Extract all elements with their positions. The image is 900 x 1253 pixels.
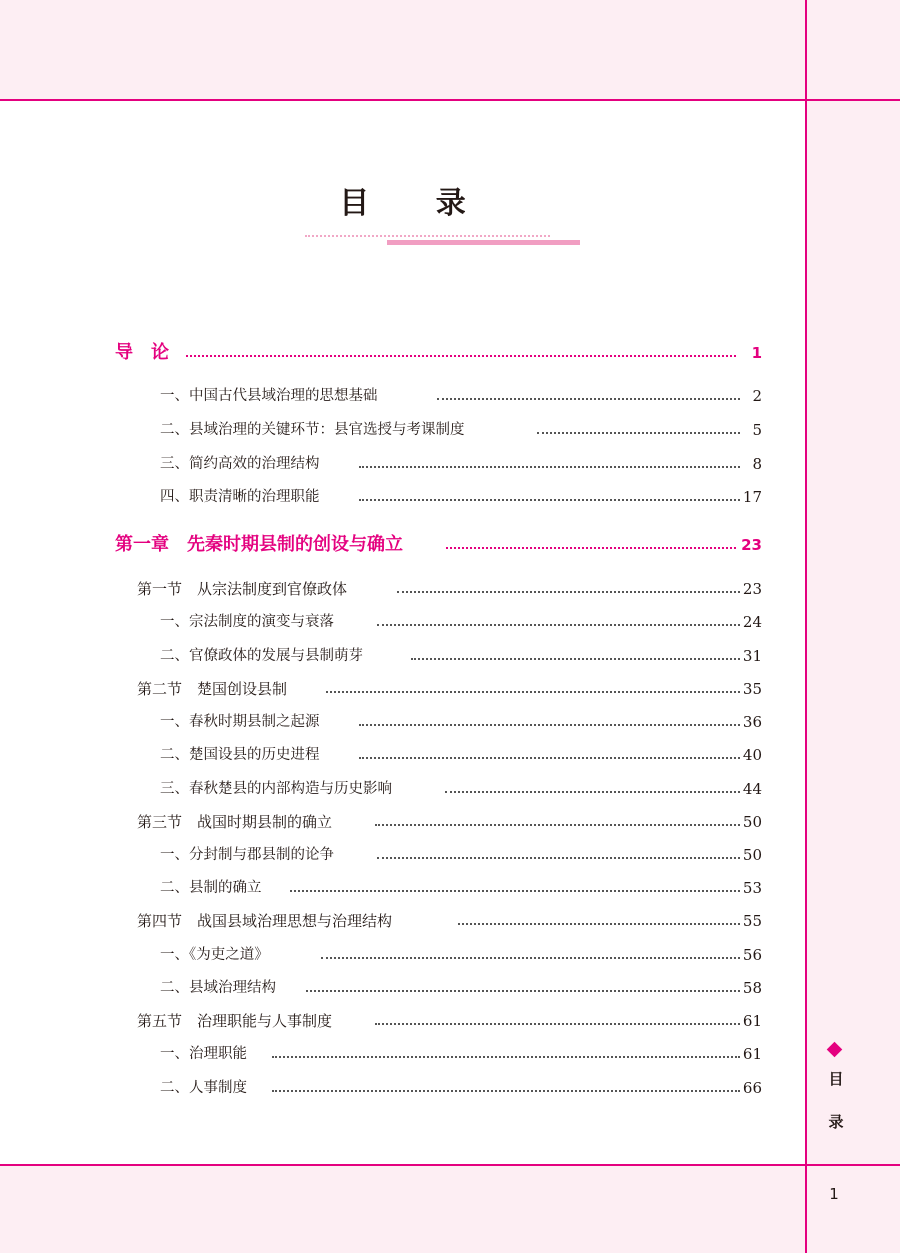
title-underline-bar (387, 240, 580, 245)
toc-entry-label: 一、中国古代县域治理的思想基础 (160, 388, 378, 404)
toc-entry-page: 56 (742, 946, 762, 964)
toc-entry[interactable] (0, 876, 805, 900)
toc-entry-label: 三、简约高效的治理结构 (160, 456, 320, 472)
toc-entry[interactable] (0, 943, 805, 967)
toc-entry-page: 50 (742, 846, 762, 864)
toc-entry-page: 36 (742, 713, 762, 731)
side-tab-char-2: 录 (828, 1113, 844, 1131)
toc-entry-page: 50 (742, 813, 762, 831)
toc-entry-page: 31 (742, 647, 762, 665)
toc-entry-label: 二、人事制度 (160, 1080, 247, 1096)
toc-leader-dots (537, 432, 740, 434)
toc-entry-label: 三、春秋楚县的内部构造与历史影响 (160, 781, 392, 797)
page-title: 目 录 (339, 186, 494, 221)
toc-entry-label: 第一章 先秦时期县制的创设与确立 (115, 534, 403, 555)
toc-entry[interactable] (0, 485, 805, 509)
toc-leader-dots (326, 691, 740, 693)
toc-entry-label: 一、《为吏之道》 (160, 947, 269, 963)
toc-entry-page: 44 (742, 780, 762, 798)
toc-entry-page: 2 (752, 387, 762, 405)
toc-entry-label: 二、县域治理的关键环节：县官选授与考课制度 (160, 422, 465, 438)
toc-entry-label: 第三节 战国时期县制的确立 (137, 813, 333, 831)
bottom-border-line (0, 1164, 900, 1166)
toc-entry-page: 58 (742, 979, 762, 997)
toc-entry-label: 第一节 从宗法制度到官僚政体 (137, 580, 348, 598)
toc-entry-page: 23 (742, 580, 762, 598)
toc-leader-dots (186, 355, 736, 357)
toc-entry-label: 导 论 (115, 342, 169, 363)
right-margin-line (805, 0, 807, 1253)
toc-entry-section[interactable] (0, 577, 805, 601)
toc-entry[interactable] (0, 743, 805, 767)
toc-entry-introduction[interactable] (0, 341, 805, 365)
toc-leader-dots (359, 466, 740, 468)
toc-entry-page: 5 (752, 421, 762, 439)
toc-entry-page: 55 (742, 912, 762, 930)
toc-entry-label: 第四节 战国县域治理思想与治理结构 (137, 912, 393, 930)
toc-leader-dots (359, 757, 740, 759)
toc-entry-label: 第二节 楚国创设县制 (137, 680, 288, 698)
toc-entry-page: 53 (742, 879, 762, 897)
top-border-line (0, 99, 900, 101)
toc-entry-section[interactable] (0, 677, 805, 701)
toc-entry[interactable] (0, 1042, 805, 1066)
toc-entry-section[interactable] (0, 909, 805, 933)
toc-leader-dots (411, 658, 740, 660)
toc-entry-label: 一、治理职能 (160, 1046, 247, 1062)
toc-leader-dots (445, 791, 740, 793)
toc-leader-dots (377, 624, 740, 626)
toc-entry-page: 66 (742, 1079, 762, 1097)
toc-entry[interactable] (0, 452, 805, 476)
toc-leader-dots (359, 499, 740, 501)
toc-entry-page: 23 (741, 536, 762, 554)
toc-entry-label: 第五节 治理职能与人事制度 (137, 1012, 333, 1030)
toc-entry-page: 61 (742, 1045, 762, 1063)
toc-leader-dots (272, 1090, 740, 1092)
toc-entry[interactable] (0, 644, 805, 668)
toc-leader-dots (437, 398, 740, 400)
page-number: 1 (829, 1185, 839, 1203)
toc-leader-dots (306, 990, 740, 992)
toc-leader-dots (377, 857, 740, 859)
toc-leader-dots (359, 724, 740, 726)
toc-entry-page: 24 (742, 613, 762, 631)
toc-entry-label: 二、官僚政体的发展与县制萌芽 (160, 648, 363, 664)
toc-leader-dots (375, 1023, 740, 1025)
toc-entry-page: 40 (742, 746, 762, 764)
side-tab-char-1: 目 (828, 1070, 844, 1088)
toc-entry[interactable] (0, 976, 805, 1000)
toc-leader-dots (290, 890, 740, 892)
toc-entry-section[interactable] (0, 810, 805, 834)
toc-entry-label: 一、春秋时期县制之起源 (160, 714, 320, 730)
diamond-icon (827, 1042, 843, 1058)
toc-entry[interactable] (0, 1076, 805, 1100)
toc-leader-dots (272, 1056, 740, 1058)
toc-leader-dots (321, 957, 740, 959)
toc-entry-chapter-1[interactable] (0, 533, 805, 557)
toc-entry-label: 二、县域治理结构 (160, 980, 276, 996)
toc-entry[interactable] (0, 843, 805, 867)
title-dotted-underline (305, 235, 550, 237)
toc-entry-page: 17 (742, 488, 762, 506)
toc-entry-label: 二、县制的确立 (160, 880, 262, 896)
toc-entry[interactable] (0, 384, 805, 408)
toc-entry-page: 61 (742, 1012, 762, 1030)
toc-entry[interactable] (0, 777, 805, 801)
toc-entry-label: 一、宗法制度的演变与衰落 (160, 614, 334, 630)
toc-entry[interactable] (0, 418, 805, 442)
toc-entry-label: 一、分封制与郡县制的论争 (160, 847, 334, 863)
toc-leader-dots (446, 547, 736, 549)
toc-leader-dots (397, 591, 740, 593)
toc-entry[interactable] (0, 710, 805, 734)
toc-entry-label: 二、楚国设县的历史进程 (160, 747, 320, 763)
toc-entry-section[interactable] (0, 1009, 805, 1033)
toc-entry-page: 1 (751, 344, 762, 362)
toc-leader-dots (458, 923, 740, 925)
toc-entry-page: 8 (752, 455, 762, 473)
toc-entry[interactable] (0, 610, 805, 634)
toc-entry-label: 四、职责清晰的治理职能 (160, 489, 320, 505)
toc-leader-dots (375, 824, 740, 826)
toc-entry-page: 35 (742, 680, 762, 698)
